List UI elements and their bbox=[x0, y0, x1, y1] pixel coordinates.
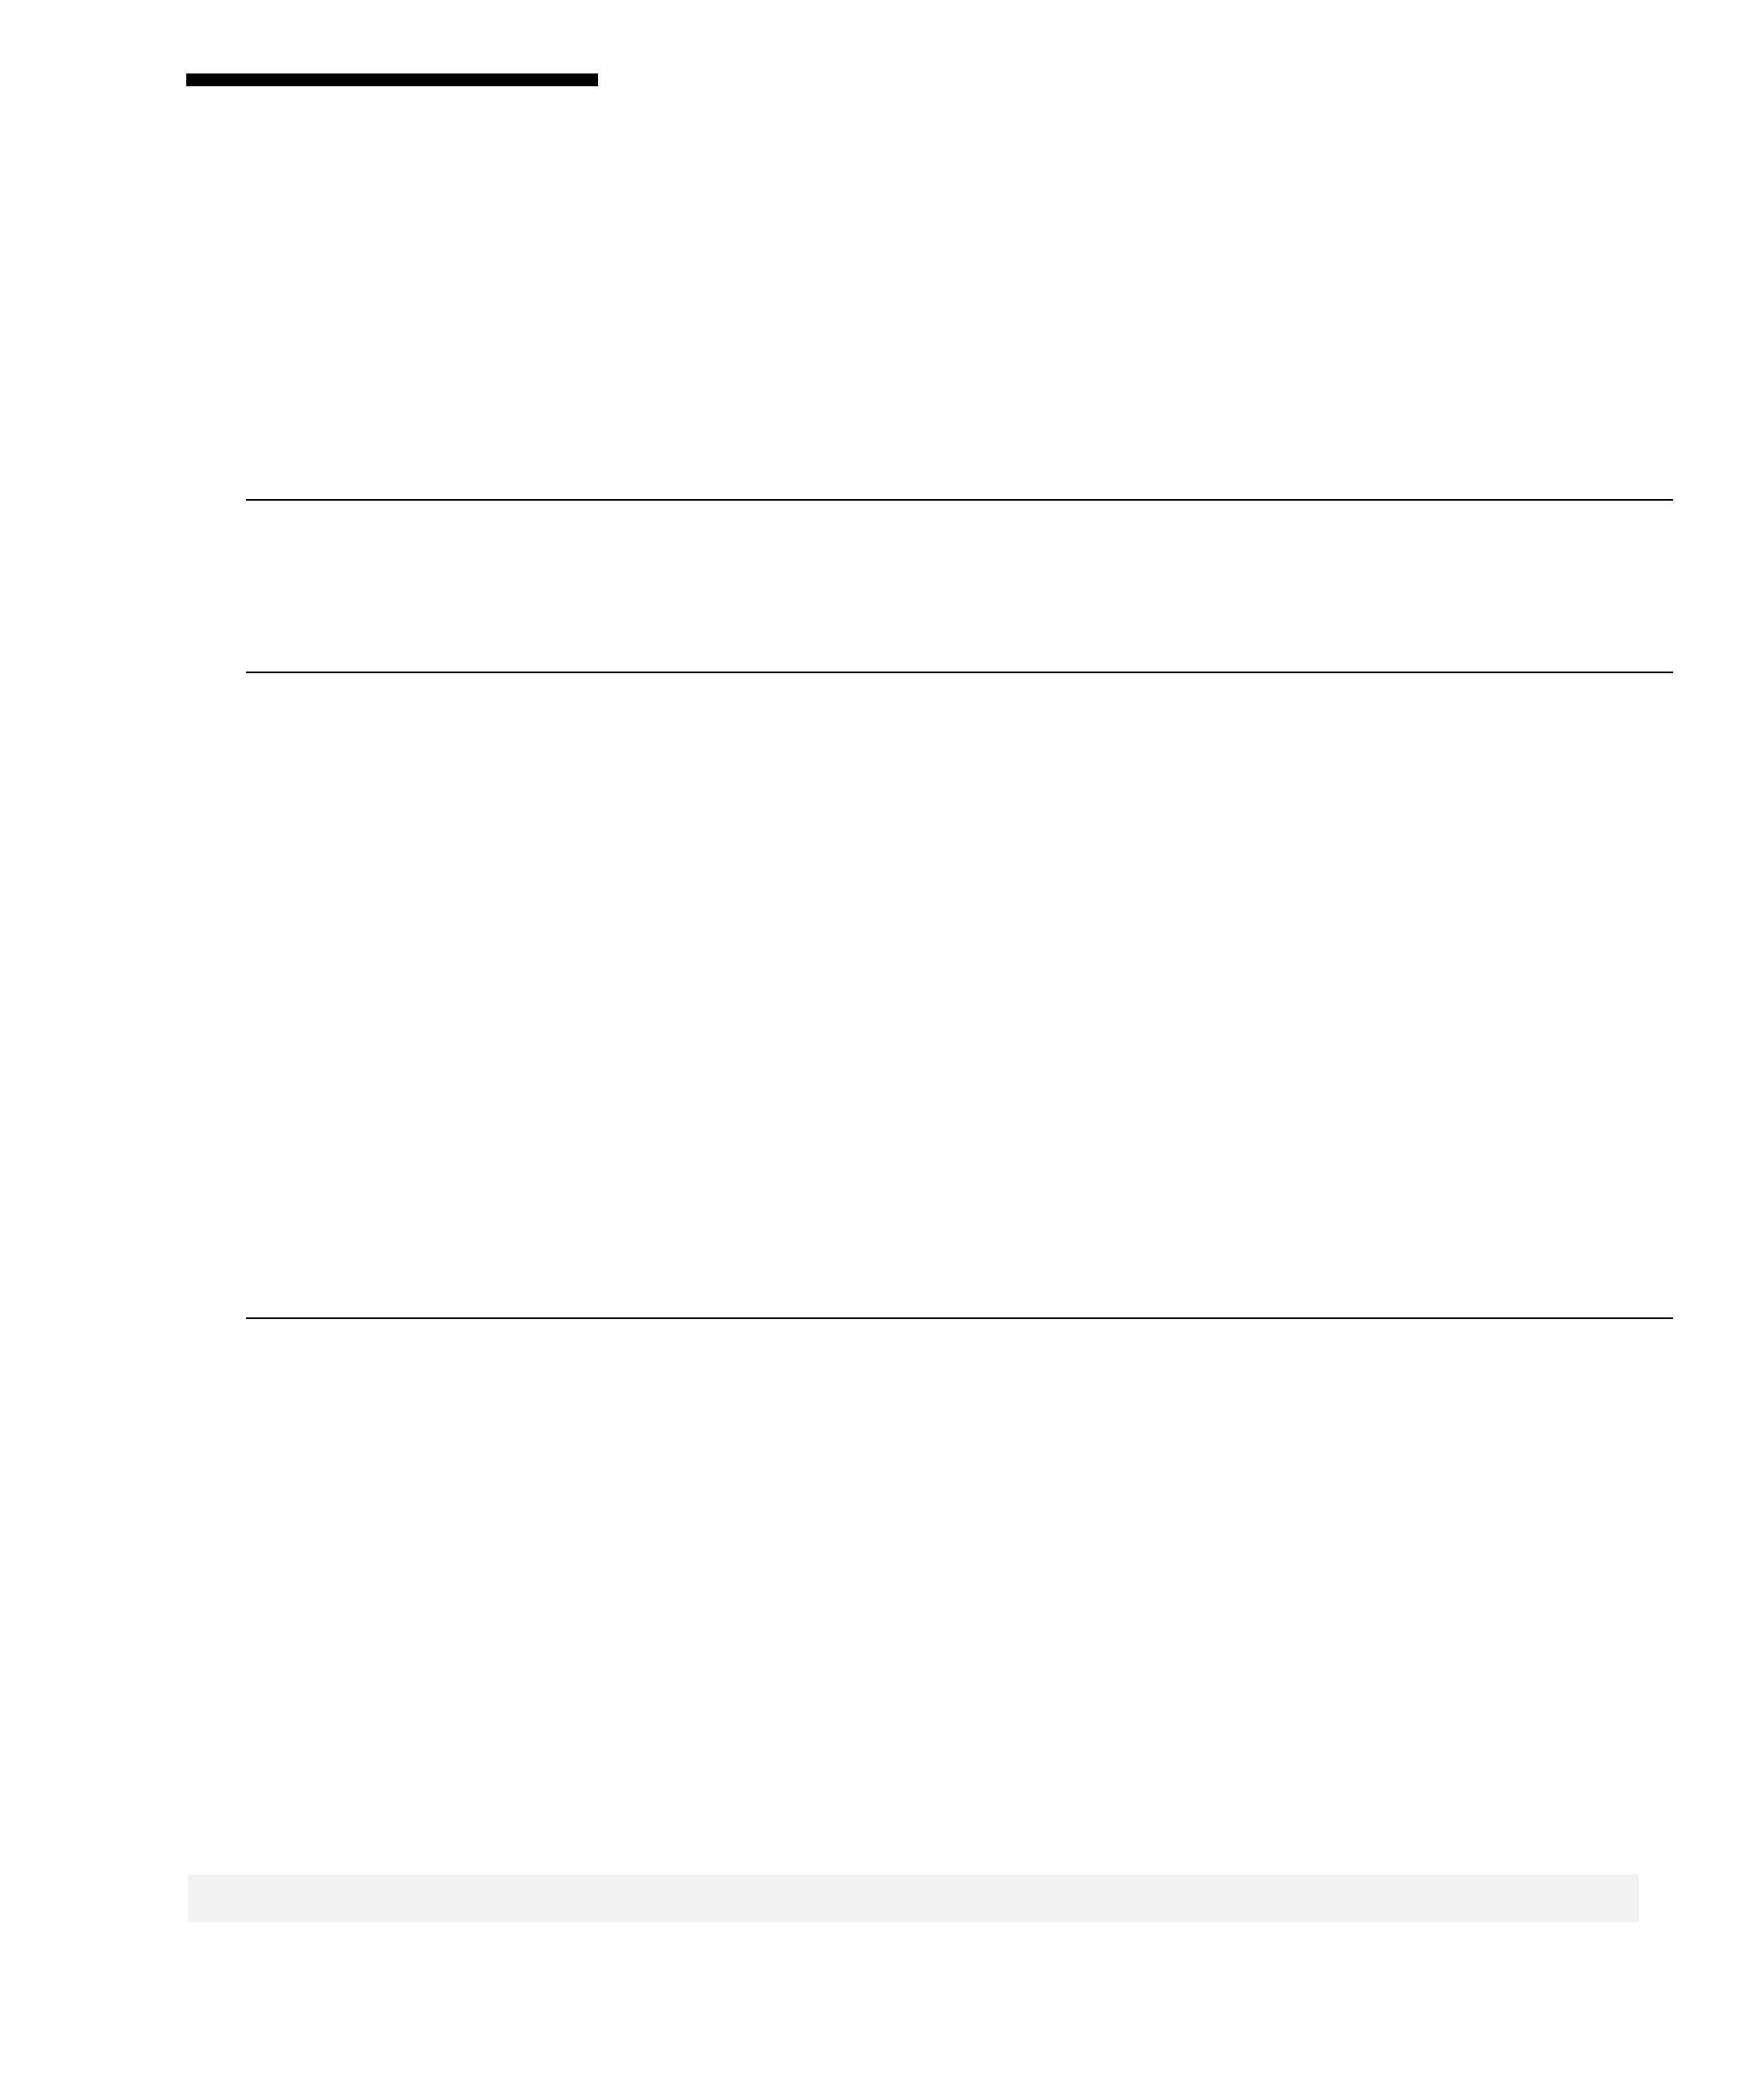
footer-band bbox=[188, 1874, 1639, 1922]
idx-header-rule bbox=[246, 1317, 1673, 1319]
title-rule bbox=[186, 73, 598, 86]
col-header-rule bbox=[246, 672, 1673, 673]
fk-header-rule bbox=[246, 499, 1673, 501]
